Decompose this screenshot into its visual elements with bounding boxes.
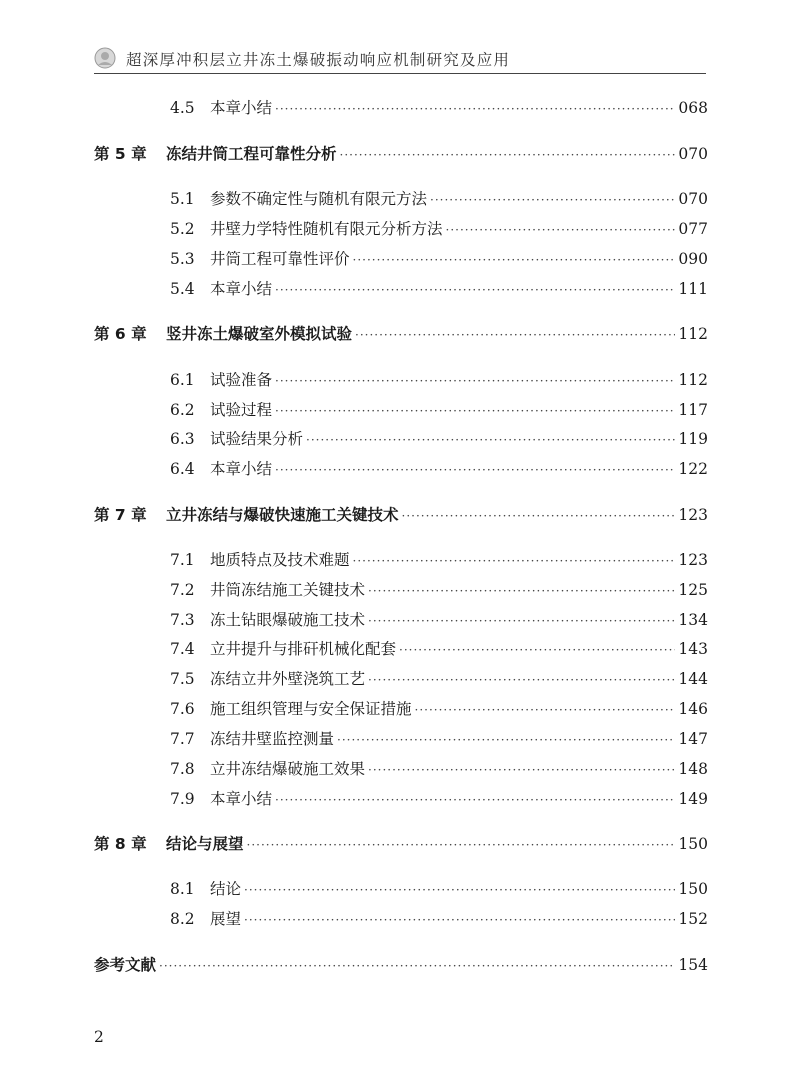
- toc-entry-5-3[interactable]: [170, 246, 708, 272]
- toc-entry-5-2[interactable]: [170, 216, 708, 242]
- toc-entry-6-4[interactable]: [170, 456, 708, 482]
- section-number: 5.3: [170, 250, 195, 268]
- leader-dots: [353, 247, 676, 272]
- toc-entry-7-2[interactable]: [170, 577, 708, 603]
- section-title: 冻结井壁监控测量: [210, 730, 335, 748]
- section-number: 7.9: [170, 790, 195, 808]
- section-number: 7.5: [170, 670, 195, 688]
- toc-entry-7-8[interactable]: [170, 756, 708, 782]
- section-number: 7.3: [170, 611, 195, 629]
- page-number: 077: [678, 220, 708, 238]
- section-number: 7.6: [170, 700, 195, 718]
- toc-entry-7-3[interactable]: [170, 607, 708, 633]
- section-title: 结论: [210, 880, 242, 898]
- section-title: 冻土钻眼爆破施工技术: [210, 611, 366, 629]
- leader-dots: [355, 322, 675, 347]
- toc-entry-7-1[interactable]: [170, 547, 708, 573]
- page-number: 149: [678, 790, 708, 808]
- leader-dots: [446, 217, 676, 242]
- section-number: 8.2: [170, 910, 195, 928]
- leader-dots: [306, 427, 675, 452]
- section-number: 5.1: [170, 190, 195, 208]
- toc-entry-8-1[interactable]: [170, 876, 708, 902]
- page-number: 152: [678, 910, 708, 928]
- references-title: 参考文献: [94, 956, 157, 974]
- page-number: 119: [678, 430, 708, 448]
- section-title: 立井提升与排矸机械化配套: [210, 640, 397, 658]
- leader-dots: [368, 608, 675, 633]
- leader-dots: [337, 727, 675, 752]
- page-number: 123: [678, 551, 708, 569]
- section-number: 7.8: [170, 760, 195, 778]
- page-number: 148: [678, 760, 708, 778]
- page-number: 070: [678, 145, 708, 163]
- page-number: 090: [678, 250, 708, 268]
- toc-entry-6-1[interactable]: [170, 367, 708, 393]
- page-number: 122: [678, 460, 708, 478]
- section-title: 本章小结: [210, 99, 273, 117]
- section-title: 试验准备: [210, 371, 273, 389]
- toc-entry-7-6[interactable]: [170, 696, 708, 722]
- page-number: 134: [678, 611, 708, 629]
- chapter-title: 结论与展望: [166, 835, 244, 853]
- section-title: 井筒冻结施工关键技术: [210, 581, 366, 599]
- leader-dots: [244, 907, 675, 932]
- section-title: 试验过程: [210, 401, 273, 419]
- leader-dots: [275, 368, 675, 393]
- section-title: 地质特点及技术难题: [210, 551, 350, 569]
- section-title: 本章小结: [210, 790, 273, 808]
- toc-chapter-5[interactable]: [94, 141, 708, 167]
- section-title: 试验结果分析: [210, 430, 304, 448]
- section-number: 6.2: [170, 401, 195, 419]
- page-number: 112: [678, 325, 708, 343]
- toc-entry-7-4[interactable]: [170, 636, 708, 662]
- leader-dots: [244, 877, 675, 902]
- page-number: 147: [678, 730, 708, 748]
- section-number: 6.4: [170, 460, 195, 478]
- leader-dots: [275, 277, 675, 302]
- toc-chapter-6[interactable]: [94, 321, 708, 347]
- section-title: 本章小结: [210, 460, 273, 478]
- leader-dots: [340, 142, 676, 167]
- page-number: 143: [678, 640, 708, 658]
- chapter-title: 竖井冻土爆破室外模拟试验: [166, 325, 353, 343]
- section-title: 参数不确定性与随机有限元方法: [210, 190, 428, 208]
- leader-dots: [430, 187, 675, 212]
- page-number: 068: [678, 99, 708, 117]
- section-number: 5.4: [170, 280, 195, 298]
- section-title: 井壁力学特性随机有限元分析方法: [210, 220, 443, 238]
- leader-dots: [275, 787, 675, 812]
- leader-dots: [399, 637, 675, 662]
- book-title: 超深厚冲积层立井冻土爆破振动响应机制研究及应用: [126, 51, 511, 69]
- section-title: 冻结立井外壁浇筑工艺: [210, 670, 366, 688]
- section-title: 施工组织管理与安全保证措施: [210, 700, 412, 718]
- section-number: 6.3: [170, 430, 195, 448]
- leader-dots: [275, 96, 675, 121]
- page-number: 125: [678, 581, 708, 599]
- toc-chapter-8[interactable]: [94, 831, 708, 857]
- toc-entry-7-9[interactable]: [170, 786, 708, 812]
- toc-entry-6-3[interactable]: [170, 426, 708, 452]
- leader-dots: [415, 697, 676, 722]
- section-title: 展望: [210, 910, 242, 928]
- section-number: 7.1: [170, 551, 195, 569]
- section-number: 5.2: [170, 220, 195, 238]
- toc-references[interactable]: [94, 952, 708, 978]
- chapter-number: 第 7 章: [94, 506, 147, 524]
- page-number: 144: [678, 670, 708, 688]
- leader-dots: [275, 398, 675, 423]
- leader-dots: [368, 578, 675, 603]
- page-number: 150: [678, 835, 708, 853]
- page-number: 112: [678, 371, 708, 389]
- page-number: 123: [678, 506, 708, 524]
- leader-dots: [247, 832, 676, 857]
- page-number: 146: [678, 700, 708, 718]
- toc-entry-5-4[interactable]: [170, 276, 708, 302]
- section-number: 7.4: [170, 640, 195, 658]
- leader-dots: [368, 757, 675, 782]
- toc-entry-8-2[interactable]: [170, 906, 708, 932]
- page-number: 070: [678, 190, 708, 208]
- page-number: 117: [678, 401, 708, 419]
- section-title: 井筒工程可靠性评价: [210, 250, 350, 268]
- leader-dots: [275, 457, 675, 482]
- chapter-title: 冻结井筒工程可靠性分析: [166, 145, 337, 163]
- toc-chapter-7[interactable]: [94, 502, 708, 528]
- leader-dots: [159, 953, 675, 978]
- section-number: 7.2: [170, 581, 195, 599]
- section-number: 6.1: [170, 371, 195, 389]
- leader-dots: [353, 548, 676, 573]
- leader-dots: [368, 667, 675, 692]
- folio-page-number: 2: [94, 1028, 104, 1046]
- toc-entry-4-5[interactable]: [170, 95, 708, 121]
- section-title: 立井冻结爆破施工效果: [210, 760, 366, 778]
- page-number: 150: [678, 880, 708, 898]
- section-number: 7.7: [170, 730, 195, 748]
- page-number: 154: [678, 956, 708, 974]
- page-number: 111: [678, 280, 708, 298]
- section-number: 8.1: [170, 880, 195, 898]
- leader-dots: [402, 503, 676, 528]
- chapter-number: 第 5 章: [94, 145, 147, 163]
- toc-entry-7-7[interactable]: [170, 726, 708, 752]
- section-title: 本章小结: [210, 280, 273, 298]
- chapter-number: 第 6 章: [94, 325, 147, 343]
- section-number: 4.5: [170, 99, 195, 117]
- toc-entry-6-2[interactable]: [170, 397, 708, 423]
- chapter-title: 立井冻结与爆破快速施工关键技术: [166, 506, 399, 524]
- toc-entry-7-5[interactable]: [170, 666, 708, 692]
- chapter-number: 第 8 章: [94, 835, 147, 853]
- toc-entry-5-1[interactable]: [170, 186, 708, 212]
